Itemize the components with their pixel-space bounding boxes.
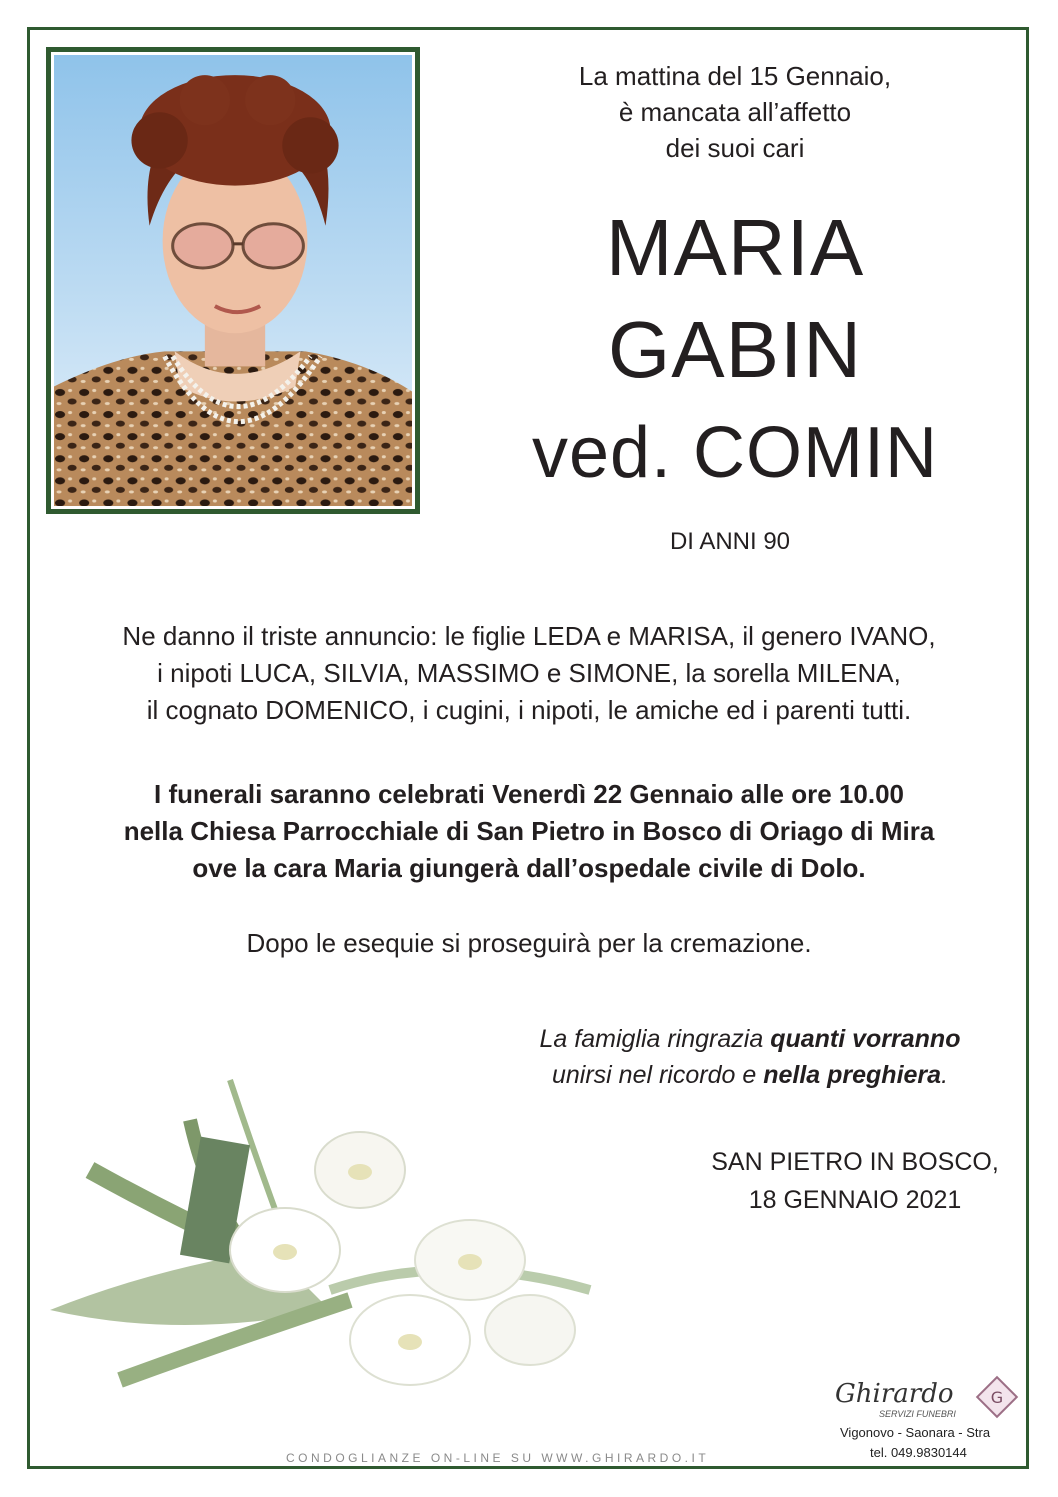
- announcement-line-2: i nipoti LUCA, SILVIA, MASSIMO e SIMONE, la sorella MILENA,: [157, 658, 901, 688]
- funeral-line-1: I funerali saranno celebrati Venerdì 22 Gennaio alle ore 10.00: [154, 779, 904, 809]
- date: 18 GENNAIO 2021: [748, 1186, 962, 1214]
- intro-text: [510, 58, 960, 166]
- funeral-details: [40, 776, 1018, 887]
- thanks-line-1: [460, 1021, 1040, 1057]
- announcement-line-3: il cognato DOMENICO, i cugini, i nipoti, le amiche ed i parenti tutti.: [146, 695, 912, 725]
- thanks-part-3: unirsi nel ricordo e: [551, 1061, 764, 1089]
- cremation-note: Dopo le esequie si proseguirà per la cremazione.: [246, 928, 812, 958]
- first-name: MARIA: [605, 203, 865, 292]
- thanks-line-2: [460, 1057, 1040, 1093]
- logo-subtitle: SERVIZI FUNEBRI: [879, 1409, 956, 1419]
- intro-line-2: è mancata all’affetto: [618, 97, 852, 127]
- place-date: [690, 1143, 1020, 1219]
- thanks-part-4: nella preghiera: [763, 1061, 942, 1089]
- logo-monogram-icon: [975, 1375, 1019, 1419]
- announcement-line-1: Ne danno il triste annuncio: le figlie LEDA e MARISA, il genero IVANO,: [122, 621, 936, 651]
- logo-phone: tel. 049.9830144: [870, 1445, 967, 1460]
- calla-lily-bouquet-image: [30, 1050, 620, 1440]
- widow-of: ved. COMIN: [531, 413, 939, 493]
- last-name: GABIN: [608, 305, 862, 394]
- announcement: [40, 618, 1018, 729]
- funeral-home-logo: [815, 1375, 1025, 1465]
- logo-name: Ghirardo: [835, 1379, 954, 1409]
- thanks-part-1: La famiglia ringrazia: [539, 1025, 771, 1053]
- logo-locations: Vigonovo - Saonara - Stra: [840, 1425, 991, 1440]
- thanks-part-2: quanti vorranno: [770, 1025, 961, 1053]
- thanks-part-5: .: [941, 1061, 949, 1089]
- thanks-note: [460, 1021, 1040, 1093]
- age-label: DI ANNI 90: [669, 528, 791, 555]
- condolences-footer: CONDOGLIANZE ON-LINE SU WWW.GHIRARDO.IT: [286, 1451, 710, 1465]
- funeral-line-3: ove la cara Maria giungerà dall’ospedale civile di Dolo.: [192, 853, 866, 883]
- place: SAN PIETRO IN BOSCO,: [711, 1148, 999, 1176]
- portrait-photo: [46, 47, 420, 514]
- intro-line-1: La mattina del 15 Gennaio,: [578, 61, 892, 91]
- intro-line-3: dei suoi cari: [665, 133, 805, 163]
- portrait-image: [54, 55, 412, 506]
- funeral-line-2: nella Chiesa Parrocchiale di San Pietro in Bosco di Oriago di Mira: [123, 816, 935, 846]
- logo-monogram-letter: G: [990, 1388, 1004, 1407]
